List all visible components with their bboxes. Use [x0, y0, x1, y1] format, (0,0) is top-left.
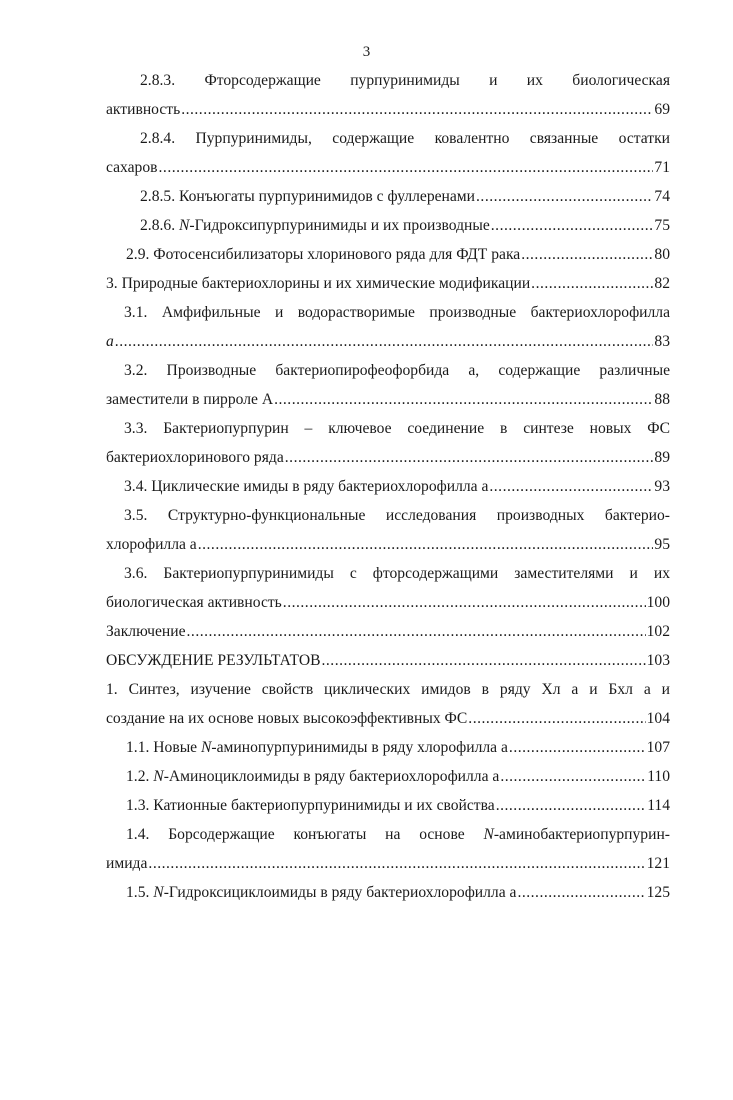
page-number: 3: [362, 44, 371, 60]
toc-entry-results-1-1[interactable]: [106, 733, 670, 762]
toc-entry-2-9[interactable]: [106, 240, 670, 269]
toc-entry-text-cont: биологическая активность: [106, 594, 282, 611]
dot-leader: [322, 646, 646, 675]
toc-entry-leader-line: [106, 443, 670, 472]
toc-page-number: 80: [654, 246, 670, 263]
toc-entry-2-8-5[interactable]: [106, 182, 670, 211]
toc-entry-leader-line: [106, 385, 670, 414]
toc-entry-conclusion[interactable]: [106, 617, 670, 646]
toc-entry-prefix: 1.2.: [126, 768, 154, 785]
toc-entry-3-4[interactable]: [106, 472, 670, 501]
toc-entry-leader-line: [106, 472, 670, 501]
toc-page-number: 114: [647, 797, 670, 814]
toc-page-number: 69: [654, 101, 670, 118]
toc-entry-text: 3.5. Структурно-функциональные исследования производных бактерио-: [124, 507, 670, 524]
dot-leader: [500, 762, 646, 791]
toc-page-number: 121: [646, 855, 670, 872]
toc-entry-discussion[interactable]: [106, 646, 670, 675]
toc-entry-italic: N: [153, 884, 164, 901]
toc-entry-text: 2.8.4. Пурпуринимиды, содержащие ковалентно связанные остатки: [140, 130, 670, 147]
toc-entry-leader-line: [106, 588, 670, 617]
toc-entry-prefix: 1.1. Новые: [126, 739, 202, 756]
toc-entry-text-cont: активность: [106, 101, 181, 118]
toc-page-number: 95: [654, 536, 670, 553]
toc-entry-text: 3.1. Амфифильные и водорастворимые производные бактериохлорофилла: [124, 304, 670, 321]
dot-leader: [148, 849, 645, 878]
toc-entry-results-1[interactable]: [106, 675, 670, 733]
toc-page-number: 104: [646, 710, 670, 727]
toc-page-number: 103: [646, 652, 670, 669]
toc-page-number: 82: [654, 275, 670, 292]
toc-page-number: 125: [646, 884, 670, 901]
toc-entry-leader-line: [106, 95, 670, 124]
toc-entry-text: 3.4. Циклические имиды в ряду бактериохлорофилла а: [124, 478, 489, 495]
toc-entry-leader-line: [106, 849, 670, 878]
toc-entry-text-cont: имида: [106, 855, 148, 872]
toc-entry-leader-line: [106, 791, 670, 820]
dot-leader: [187, 617, 646, 646]
toc-page-number: 88: [654, 391, 670, 408]
toc-entry-leader-line: [106, 240, 670, 269]
dot-leader: [115, 327, 654, 356]
toc-page-number: 102: [646, 623, 670, 640]
toc-entry-text-cont: бактериохлоринового ряда: [106, 449, 284, 466]
toc-entry-italic: N: [201, 739, 212, 756]
toc-entry-3-1[interactable]: [106, 298, 670, 356]
toc-entry-leader-line: [106, 530, 670, 559]
dot-leader: [181, 95, 653, 124]
dot-leader: [468, 704, 645, 733]
toc-entry-text-cont: создание на их основе новых высокоэффективных ФС: [106, 710, 468, 727]
toc-entry-text: ОБСУЖДЕНИЕ РЕЗУЛЬТАТОВ: [106, 652, 321, 669]
toc-entry-rest: -Гидроксициклоимиды в ряду бактериохлорофилла а: [163, 884, 517, 901]
table-of-contents: [106, 66, 670, 907]
dot-leader: [283, 588, 646, 617]
dot-leader: [491, 211, 654, 240]
toc-entry-text: 3. Природные бактериохлорины и их химические модификации: [106, 275, 531, 292]
toc-entry-2-8-4[interactable]: [106, 124, 670, 182]
toc-entry-text-cont: сахаров: [106, 159, 158, 176]
dot-leader: [159, 153, 654, 182]
toc-page-number: 74: [654, 188, 670, 205]
toc-entry-text: [106, 820, 670, 849]
toc-entry-rest: -аминобактериопурпурин-: [493, 826, 670, 843]
dot-leader: [517, 878, 645, 907]
toc-page-number: 110: [647, 768, 670, 785]
toc-entry-text: 3.6. Бактериопурпуринимиды с фторсодержащими заместителями и их: [124, 565, 670, 582]
toc-entry-text: 3.3. Бактериопурпурин – ключевое соединение в синтезе новых ФС: [124, 420, 670, 437]
toc-entry-text-cont: а: [106, 333, 114, 350]
toc-entry-leader-line: [106, 617, 670, 646]
toc-entry-3-5[interactable]: [106, 501, 670, 559]
dot-leader: [521, 240, 653, 269]
toc-entry-italic: N: [483, 826, 494, 843]
toc-page-number: 93: [654, 478, 670, 495]
toc-page-number: 71: [654, 159, 670, 176]
toc-entry-results-1-2[interactable]: [106, 762, 670, 791]
toc-entry-leader-line: [106, 327, 670, 356]
toc-entry-rest: -Гидроксипурпуринимиды и их производные: [189, 217, 490, 234]
toc-entry-results-1-4[interactable]: [106, 820, 670, 878]
dot-leader: [285, 443, 654, 472]
toc-entry-text: [126, 878, 516, 907]
toc-entry-prefix: 1.5.: [126, 884, 154, 901]
dot-leader: [531, 269, 653, 298]
toc-entry-3-6[interactable]: [106, 559, 670, 617]
toc-entry-prefix: 2.8.6.: [140, 217, 179, 234]
toc-entry-text: [126, 733, 508, 762]
toc-entry-text: 3.2. Производные бактериопирофеофорбида а, содержащие различные: [124, 362, 670, 379]
toc-entry-rest: -Аминоциклоимиды в ряду бактериохлорофилла а: [163, 768, 500, 785]
toc-entry-leader-line: [106, 182, 670, 211]
toc-entry-rest: -аминопурпуринимиды в ряду хлорофилла а: [211, 739, 508, 756]
toc-entry-leader-line: [106, 153, 670, 182]
toc-page-number: 83: [654, 333, 670, 350]
toc-entry-text: [126, 762, 499, 791]
toc-entry-text: 2.9. Фотосенсибилизаторы хлоринового ряда для ФДТ рака: [126, 246, 521, 263]
toc-entry-3[interactable]: [106, 269, 670, 298]
toc-page-number: 107: [646, 739, 670, 756]
toc-entry-3-3[interactable]: [106, 414, 670, 472]
toc-entry-text-cont: хлорофилла а: [106, 536, 197, 553]
toc-entry-leader-line: [106, 646, 670, 675]
toc-page-number: 100: [646, 594, 670, 611]
dot-leader: [198, 530, 654, 559]
toc-entry-leader-line: [106, 704, 670, 733]
toc-entry-leader-line: [106, 762, 670, 791]
toc-entry-text: 1. Синтез, изучение свойств циклических имидов в ряду Хл а и Бхл а и: [106, 681, 670, 698]
toc-entry-text-cont: заместители в пирроле А: [106, 391, 274, 408]
toc-entry-leader-line: [106, 878, 670, 907]
toc-entry-leader-line: [106, 269, 670, 298]
toc-entry-text: Заключение: [106, 623, 186, 640]
toc-entry-2-8-6[interactable]: [106, 211, 670, 240]
toc-entry-prefix: 1.4. Борсодержащие конъюгаты на основе: [126, 826, 484, 843]
dot-leader: [489, 472, 653, 501]
toc-entry-text: 2.8.5. Конъюгаты пурпуринимидов с фуллеренами: [140, 188, 476, 205]
toc-entry-leader-line: [106, 211, 670, 240]
dot-leader: [509, 733, 646, 762]
toc-entry-results-1-5[interactable]: [106, 878, 670, 907]
toc-entry-leader-line: [106, 733, 670, 762]
toc-entry-2-8-3[interactable]: [106, 66, 670, 124]
dot-leader: [496, 791, 646, 820]
toc-entry-3-2[interactable]: [106, 356, 670, 414]
toc-page-number: 75: [654, 217, 670, 234]
toc-entry-text: 1.3. Катионные бактериопурпуринимиды и их свойства: [126, 797, 495, 814]
toc-entry-results-1-3[interactable]: [106, 791, 670, 820]
dot-leader: [476, 182, 653, 211]
dot-leader: [274, 385, 653, 414]
toc-entry-italic: N: [153, 768, 164, 785]
toc-entry-italic: N: [178, 217, 190, 234]
toc-entry-text: [140, 211, 490, 240]
toc-entry-text: 2.8.3. Фторсодержащие пурпуринимиды и их биологическая: [140, 72, 670, 89]
toc-page-number: 89: [654, 449, 670, 466]
